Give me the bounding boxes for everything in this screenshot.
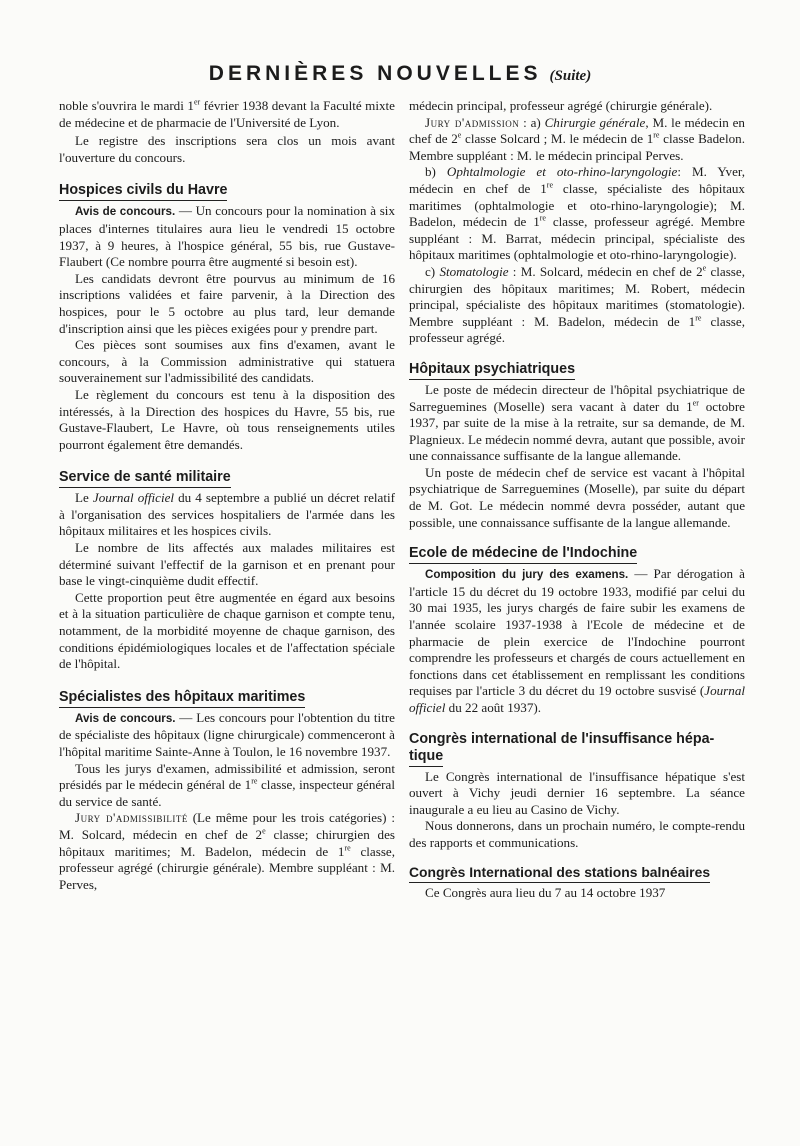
militaire-paragraph-2: Le nombre de lits affectés aux malades militaires est déterminé suivant l'effectif de la garnison et en prenant pour base le vingt-cinquième dudit effectif.: [59, 540, 395, 589]
page-header-title: DERNIÈRES NOUVELLES: [208, 62, 542, 85]
section-title-stations: Congrès International des stations balnéaires: [409, 864, 745, 883]
left-column: [59, 98, 395, 893]
congres-paragraph-2: Nous donnerons, dans un prochain numéro, le compte-rendu des rapports et communications.: [409, 818, 745, 850]
section-title-maritimes: Spécialistes des hôpitaux maritimes: [59, 689, 395, 708]
maritimes-paragraph-1: Avis de concours. — Les concours pour l'obtention du titre de spécialiste des hôpitaux (ligne chirurgicale) commenceront à l'hôpital maritime Sainte-Anne à Toulon, le 16 novembre 1937.: [59, 709, 395, 759]
maritimes-paragraph-3: Jury d'admissibilité (Le même pour les trois catégories) : M. Solcard, médecin en chef de 2e classe; chirurgien des hôpitaux maritimes; M. Badelon, médecin de 1re classe, professeur agrégé (chirurgie générale). Membre suppléant : M. Perves,: [59, 810, 396, 892]
section-title-indochine: Ecole de médecine de l'Indochine: [409, 545, 745, 564]
militaire-paragraph-3: Cette proportion peut être augmentée en égard aux besoins et à la situation particulière de chaque garnison et compte tenu, notamment, de la morbidité moyenne de chaque garnison, des conditions épidémiologiques locales et de l'affectation spéciale de l'hôpital.: [59, 589, 395, 672]
maritimes-paragraph-2: Tous les jurys d'examen, admissibilité et admission, seront présidés par le médecin général de 1re classe, inspecteur général du service de santé.: [59, 760, 395, 809]
jury-continuation: médecin principal, professeur agrégé (chirurgie générale).: [409, 98, 713, 113]
indochine-paragraph-1: Composition du jury des examens. — Par dérogation à l'article 15 du décret du 19 octobre 1933, modifié par celui du 30 mai 1935, les jurys chargés de faire subir les examens de l'année scolaire 1937-1938 à l'Ecole de médecine et de pharmacie de plein exercice de l'Indochine pourront comprendre les professeurs et chargés de cours actuellement en fonctions dans cet établissement en remplissant les conditions requises par l'article 3 du décret du 19 octobre susvisé (Journal officiel du 22 août 1937).: [409, 566, 745, 715]
page-header-suite: (Suite): [549, 68, 592, 84]
havre-paragraph-4: Le règlement du concours est tenu à la disposition des intéressés, à la Direction des hospices du Havre, 55 bis, rue Gustave-Flaubert, Le Havre, où tous renseignements utiles pourront également être demandés.: [59, 386, 395, 452]
militaire-paragraph-1: Le Journal officiel du 4 septembre a publié un décret relatif à l'organisation des services hospitaliers de l'armée dans les hôpitaux militaires et les hospices civils.: [59, 490, 395, 539]
jury-admission-a: Jury d'admission : a) Chirurgie générale, M. le médecin en chef de 2e classe Solcard ; M. le médecin de 1re classe Badelon. Membre suppléant : M. le médecin principal Perves.: [409, 114, 745, 163]
havre-paragraph-3: Ces pièces sont soumises aux fins d'examen, avant le concours, à la Commission administrative qui statuera souverainement sur l'admissibilité des candidats.: [59, 337, 395, 386]
havre-paragraph-1: Avis de concours. — Un concours pour la nomination à six places d'internes titulaires aura lieu le vendredi 15 octobre 1937, à 9 heures, à l'hospice général, 55 bis, rue Gustave-Flaubert (Ce nombre pourra être augmenté si besoin est).: [59, 203, 395, 270]
section-title-havre: Hospices civils du Havre: [59, 182, 395, 201]
psy-paragraph-1: Le poste de médecin directeur de l'hôpital psychiatrique de Sarreguemines (Moselle) sera vacant à dater du 1er octobre 1937, par suite de la mise à la retraite, sur sa demande, de M. Plagnieux. Le médecin nommé devra, autant que possible, avoir une connaissance suffisante de la langue allemande.: [409, 381, 745, 464]
intro-paragraph-1: noble s'ouvrira le mardi 1er février 1938 devant la Faculté mixte de médecine et de pharmacie de l'Université de Lyon.: [59, 97, 395, 130]
section-title-psy: Hôpitaux psychiatriques: [409, 361, 745, 380]
section-title-congres: Congrès international de l'insuffisance hépa- tique: [409, 731, 745, 767]
stations-paragraph-1: Ce Congrès aura lieu du 7 au 14 octobre 1937: [425, 884, 666, 900]
right-column: [409, 98, 745, 901]
running-head: [0, 62, 800, 86]
intro-paragraph-2: Le registre des inscriptions sera clos un mois avant l'ouverture du concours.: [59, 133, 395, 165]
jury-admission-b: b) Ophtalmologie et oto-rhino-laryngologie: M. Yver, médecin en chef de 1re classe, spécialiste des hôpitaux maritimes (ophtalmologie et oto-rhino-laryngologie); M. Badelon, médecin de 1re classe, professeur agrégé. Membre suppléant : M. Barrat, médecin principal, spécialiste des hôpitaux maritimes (ophtalmologie et oto-rhino-laryngologie).: [409, 164, 745, 263]
havre-paragraph-2: Les candidats devront être pourvus au minimum de 16 inscriptions validées et faire parvenir, à la Direction des hospices, pour le 5 octobre au plus tard, leur demande d'inscription ainsi que les pièces exigées pour y prendre part.: [59, 270, 395, 336]
congres-paragraph-1: Le Congrès international de l'insuffisance hépatique s'est ouvert à Vichy jeudi dernier 16 septembre. La séance inaugurale a eu lieu au Casino de Vichy.: [409, 768, 745, 817]
psy-paragraph-2: Un poste de médecin chef de service est vacant à l'hôpital psychiatrique de Sarreguemines (Moselle), par suite du départ de M. Got. Le médecin nommé devra posséder, autant que possible, une connaissance suffisante de la langue allemande.: [409, 464, 745, 530]
section-title-militaire: Service de santé militaire: [59, 469, 395, 488]
jury-admission-c: c) Stomatologie : M. Solcard, médecin en chef de 2e classe, chirurgien des hôpitaux maritimes; M. Robert, médecin principal, spécialiste des hôpitaux maritimes (stomatologie). Membre suppléant : M. Badelon, médecin de 1re classe, professeur agrégé.: [409, 263, 745, 346]
